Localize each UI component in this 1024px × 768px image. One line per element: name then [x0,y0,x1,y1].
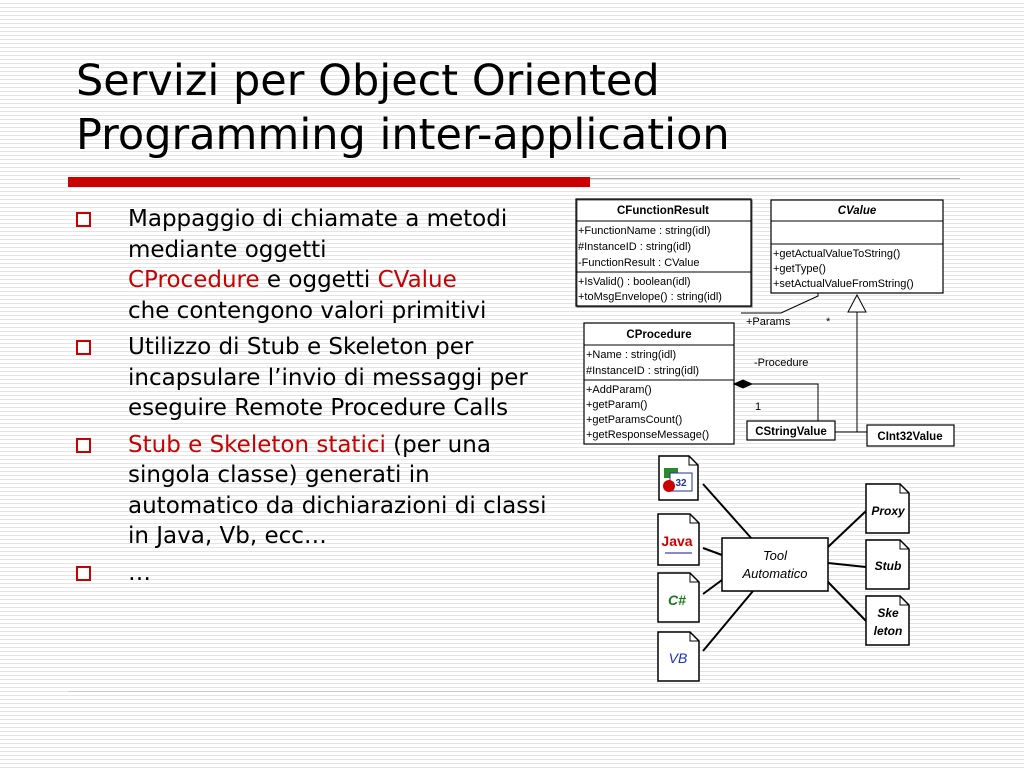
cvalue-method-2: +getType() [773,263,826,275]
label-procedure: -Procedure [754,357,809,369]
cvalue-name: CValue [837,205,877,217]
cfunctionresult-method-2: +toMsgEnvelope() : string(idl) [578,291,722,303]
label-star: * [826,316,831,328]
label-params: +Params [746,316,791,328]
tool-box-line-1: Tool [762,548,788,563]
cprocedure-name: CProcedure [626,329,692,341]
cfunctionresult-name: CFunctionResult [617,205,709,217]
input-file-dll-icon [659,456,698,500]
cint32value-name: CInt32Value [877,431,943,443]
output-file-stub-icon [866,540,909,589]
proxy-label: Proxy [871,504,905,518]
title-line-1: Servizi per Object Oriented [76,56,660,106]
label-one: 1 [755,401,762,413]
bullet-1-cvalue: CValue [377,267,457,293]
bullet-1-text-b: e oggetti [259,267,378,293]
skeleton-label-2: leton [873,624,903,638]
dll-32-label: 32 [675,478,687,489]
tool-automatico-box [722,538,828,591]
cprocedure-method-4: +getResponseMessage() [586,429,710,441]
cvalue-method-3: +setActualValueFromString() [773,278,914,290]
cprocedure-method-1: +AddParam() [586,384,652,396]
input-file-csharp-icon [658,573,699,622]
title-line-2: Programming inter-application [76,110,730,160]
cstringvalue-name: CStringValue [755,426,827,438]
skeleton-label-1: Ske [877,606,899,620]
cfunctionresult-attr-1: +FunctionName : string(idl) [578,225,711,237]
cfunctionresult-attr-3: -FunctionResult : CValue [578,257,700,269]
java-label: Java [661,533,693,549]
stub-label: Stub [874,559,902,573]
bullet-4-text: … [128,559,151,586]
output-file-skeleton-icon [866,596,909,645]
cprocedure-method-3: +getParamsCount() [586,414,683,426]
bullet-3-text: (per una singola classe) generati in automatico da dichiarazioni di classi in Java, Vb, ecc… [128,431,547,549]
bullet-2-text: Utilizzo di Stub e Skeleton per incapsulare l’invio di messaggi per eseguire Remote Procedure Calls [128,334,528,421]
cprocedure-method-2: +getParam() [586,399,648,411]
input-file-java-icon [658,514,699,565]
cvalue-method-1: +getActualValueToString() [773,248,901,260]
cfunctionresult-attr-2: #InstanceID : string(idl) [578,241,692,253]
tool-box-line-2: Automatico [742,566,808,581]
vb-label: VB [668,650,688,666]
csharp-label: C# [668,592,686,608]
bullet-1-text-a: Mappaggio di chiamate a metodi mediante oggetti [128,206,508,263]
bullet-1-text-c: che contengono valori primitivi [128,297,487,324]
output-file-proxy-icon [866,484,909,533]
cprocedure-attr-2: #InstanceID : string(idl) [586,365,700,377]
cfunctionresult-method-1: +IsValid() : boolean(idl) [578,276,691,288]
cprocedure-attr-1: +Name : string(idl) [586,349,677,361]
bullet-1-cprocedure: CProcedure [128,267,260,293]
bullet-3-red-text: Stub e Skeleton statici [128,431,386,458]
input-file-vb-icon [658,632,699,681]
